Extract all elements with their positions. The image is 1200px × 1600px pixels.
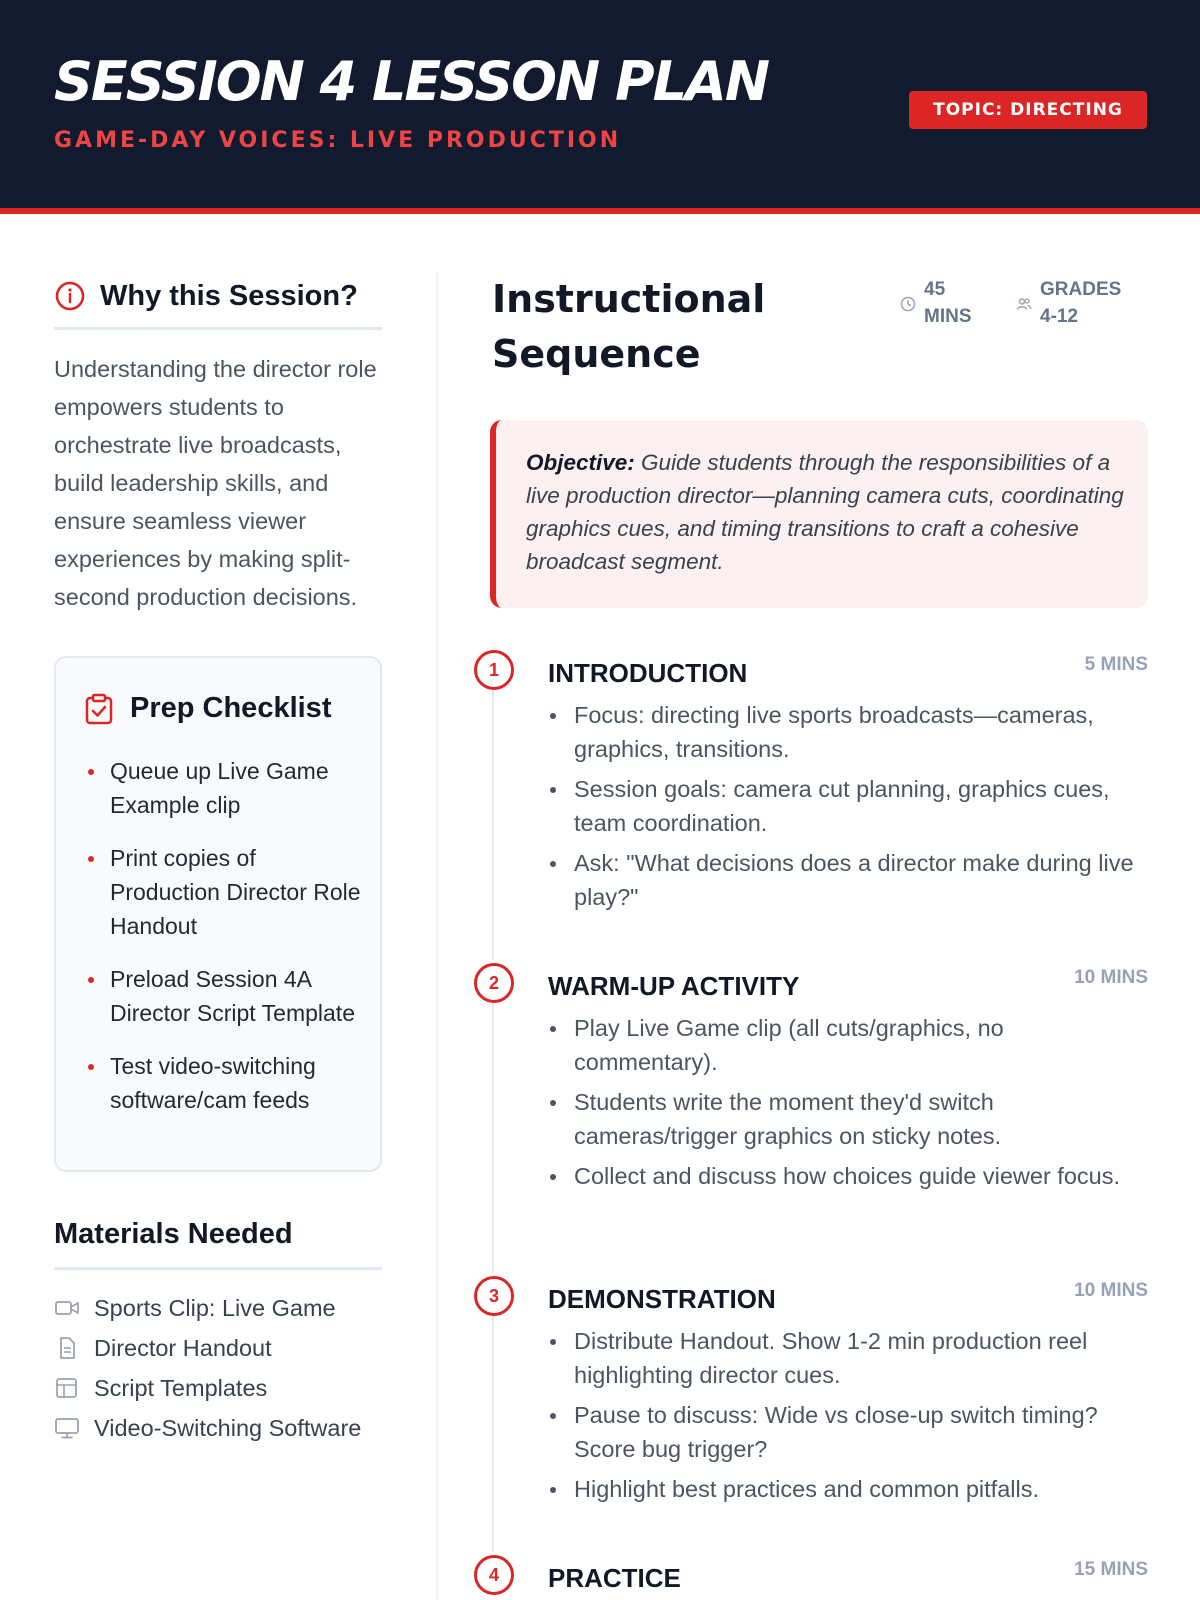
timeline-line — [492, 690, 494, 960]
duration-text: 45 MINS — [924, 279, 972, 327]
objective-text: Guide students through the responsibilities of a live production director—planning camera cuts, coordinating graphics cues, and timing transitions to craft a cohesive broadcast segment. — [526, 450, 1124, 574]
materials-list — [54, 1288, 414, 1448]
objective-label: Objective: — [526, 450, 635, 475]
document-icon — [54, 1336, 80, 1360]
list-item — [54, 1368, 414, 1408]
monitor-icon — [54, 1416, 80, 1440]
clock-icon — [900, 296, 916, 312]
list-item: Focus: directing live sports broadcasts—cameras, graphics, transitions. — [548, 698, 1148, 766]
step-title: WARM-UP ACTIVITY — [548, 971, 800, 1001]
list-item: Preload Session 4A Director Script Template — [88, 962, 368, 1030]
list-item: Highlight best practices and common pitfalls. — [548, 1472, 1148, 1506]
duration-meta — [900, 276, 972, 330]
step-number: 2 — [474, 963, 514, 1003]
prep-checklist-list — [88, 754, 368, 1136]
why-title: Why this Session? — [100, 280, 358, 312]
prep-checklist-card — [54, 656, 382, 1172]
materials-title: Materials Needed — [54, 1218, 293, 1250]
step-number: 4 — [474, 1555, 514, 1595]
list-item: Ask: "What decisions does a director make during live play?" — [548, 846, 1148, 914]
step-duration: 15 MINS — [1074, 1559, 1148, 1580]
material-label: Script Templates — [94, 1374, 268, 1401]
prep-checklist-title: Prep Checklist — [130, 692, 332, 724]
timeline-line — [492, 1316, 494, 1552]
list-item — [54, 1328, 414, 1368]
users-icon — [1016, 296, 1032, 312]
prep-checklist-heading — [84, 692, 331, 725]
list-item: Queue up Live Game Example clip — [88, 754, 368, 822]
list-item: Print copies of Production Director Role Handout — [88, 841, 368, 943]
topic-badge: TOPIC: DIRECTING — [909, 91, 1147, 129]
template-layout-icon — [54, 1376, 80, 1400]
step-number: 1 — [474, 650, 514, 690]
step-number: 3 — [474, 1276, 514, 1316]
step-duration: 5 MINS — [1084, 654, 1148, 675]
why-text: Understanding the director role empowers students to orchestrate live broadcasts, build leadership skills, and ensure seamless viewer experiences by making split-second production decisions. — [54, 356, 377, 610]
column-divider — [436, 272, 438, 1600]
list-item: Pause to discuss: Wide vs close-up switch timing? Score bug trigger? — [548, 1398, 1148, 1466]
step-list — [548, 698, 1148, 920]
list-item: Play Live Game clip (all cuts/graphics, no commentary). — [548, 1011, 1148, 1079]
page-subtitle: GAME-DAY VOICES: LIVE PRODUCTION — [54, 128, 622, 153]
material-label: Director Handout — [94, 1334, 272, 1361]
info-circle-icon — [54, 280, 86, 312]
list-item: Students write the moment they'd switch cameras/trigger graphics on sticky notes. — [548, 1085, 1148, 1153]
step-list — [548, 1324, 1148, 1512]
list-item — [54, 1408, 414, 1448]
materials-heading — [54, 1218, 382, 1270]
step-title: PRACTICE — [548, 1563, 681, 1593]
list-item: Test video-switching software/cam feeds — [88, 1049, 368, 1117]
step-duration: 10 MINS — [1074, 1280, 1148, 1301]
grades-meta — [1016, 276, 1121, 330]
sequence-title: Instructional Sequence — [492, 277, 766, 376]
clipboard-check-icon — [84, 693, 114, 725]
timeline-line — [492, 1003, 494, 1273]
list-item: Distribute Handout. Show 1-2 min production reel highlighting director cues. — [548, 1324, 1148, 1392]
step-title: DEMONSTRATION — [548, 1284, 776, 1314]
why-section-heading — [54, 278, 382, 330]
list-item: Session goals: camera cut planning, graphics cues, team coordination. — [548, 772, 1148, 840]
objective-callout — [490, 420, 1148, 608]
step-list — [548, 1011, 1148, 1199]
material-label: Sports Clip: Live Game — [94, 1294, 336, 1321]
material-label: Video-Switching Software — [94, 1414, 362, 1441]
list-item: Collect and discuss how choices guide viewer focus. — [548, 1159, 1148, 1193]
list-item — [54, 1288, 414, 1328]
step-duration: 10 MINS — [1074, 967, 1148, 988]
page-title: SESSION 4 LESSON PLAN — [54, 50, 769, 113]
page-header — [0, 0, 1200, 214]
grades-text: GRADES 4-12 — [1040, 279, 1122, 327]
video-camera-icon — [54, 1296, 80, 1320]
step-title: INTRODUCTION — [548, 658, 748, 688]
